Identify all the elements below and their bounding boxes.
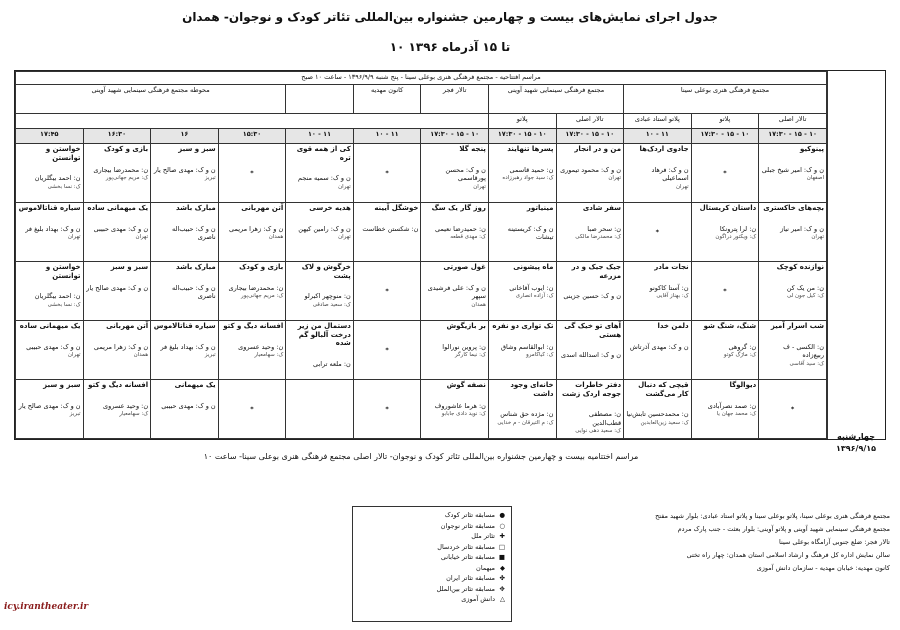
- playwright: ن و ک: بهداد بلیغ فر: [160, 342, 216, 351]
- performance-cell: [286, 144, 354, 203]
- play-title: دیوالوگا: [729, 381, 757, 389]
- empty-slot: *: [353, 321, 421, 380]
- legend-item: [359, 594, 505, 605]
- performance-cell: [83, 144, 151, 203]
- director: تبریز: [204, 175, 216, 181]
- performance-cell: [83, 203, 151, 262]
- performance-cell: [624, 380, 692, 439]
- play-title: نصفه گوش: [446, 381, 486, 389]
- performance-cell: [218, 321, 286, 380]
- play-title: جیک جیک و در مزرعه: [571, 263, 622, 280]
- empty-slot: *: [218, 144, 286, 203]
- performance-cell: [556, 262, 624, 321]
- play-title: سبز و سبز: [43, 381, 81, 389]
- playwright: ن: احمد بیگلریان: [34, 292, 81, 300]
- empty-slot: *: [691, 262, 759, 321]
- performance-cell: [759, 262, 827, 321]
- time-slot: ۱۱ - ۱۰: [286, 129, 354, 144]
- playwright: ن و ک: اسدالله اسدی: [561, 351, 622, 359]
- director: تبریز: [69, 411, 81, 417]
- play-title: تک تواری دو نفره: [492, 322, 554, 330]
- subvenue-blank: [16, 114, 489, 129]
- play-title: نوازنده کوچک: [776, 263, 824, 271]
- legend-symbol: ●: [499, 511, 505, 519]
- day-column: [827, 71, 888, 439]
- playwright: ن و ک: محسن پورقاسمی: [445, 165, 486, 182]
- director: ک: سعید زین‌العابدین: [640, 419, 689, 426]
- legend: [352, 506, 512, 622]
- director: ک: محمدرضا مالکی: [575, 234, 622, 240]
- director: ک: م التیرقان - م خدایی: [497, 419, 554, 426]
- venue-address: تالار فجر: ضلع جنوبی آرامگاه بوعلی سینا: [779, 538, 890, 546]
- playwright: ن و ک: زهرا مریمی: [229, 224, 284, 233]
- playwright: ن: شکستن خطاست: [362, 224, 419, 233]
- opening-row: [16, 72, 827, 85]
- legend-item: [359, 584, 505, 595]
- performance-cell: [759, 203, 827, 262]
- play-title: خوشگل آیینه: [374, 204, 419, 212]
- legend-label: مسابقه تئاتر خردسال: [437, 542, 495, 551]
- playwright: ن: مژده حق شناس: [500, 410, 554, 418]
- playwright: ن: من یک کن: [786, 283, 824, 292]
- playwright: ن و ک: حسین جزینی: [563, 292, 622, 300]
- director: تهران: [608, 175, 622, 181]
- playwright: ن: احمد بیگلریان: [34, 174, 81, 182]
- venue-header: [286, 85, 354, 114]
- performance-cell: [691, 380, 759, 439]
- director: ک: سید آقاسی: [789, 360, 824, 367]
- playwright: ن و ک: امیر شیخ جبلی: [761, 165, 824, 174]
- playwright: ن: الکسی - ف ربیع‌زاده: [783, 342, 824, 359]
- performance-cell: [759, 321, 827, 380]
- playwright: ن: گروهی: [728, 342, 757, 351]
- director: ک: سید جواد رهبرزاده: [502, 175, 554, 181]
- director: همدان: [268, 234, 284, 240]
- playwright: ن: پروین نورالوا: [442, 342, 486, 351]
- legend-label: مسابقه تئاتر خیابانی: [440, 553, 495, 561]
- play-title: افسانه دیگ و کتو: [88, 381, 149, 389]
- legend-symbol: △: [500, 595, 505, 603]
- performance-cell: [16, 144, 84, 203]
- legend-label: دانش آموزی: [461, 595, 495, 603]
- schedule-dates: ۱۰ تا ۱۵ آذرماه ۱۳۹۶: [389, 40, 511, 54]
- performance-cell: [151, 262, 219, 321]
- venue-address: مجتمع فرهنگی سینمایی شهید آوینی و پلاتو آوینی: بلوار بعثت - جنب پارک مردم: [677, 525, 890, 533]
- subvenue-header: تالار اصلی: [759, 114, 827, 129]
- play-title: خانه‌ای وجود داشت: [510, 381, 554, 398]
- performance-cell: [624, 262, 692, 321]
- playwright: ن: منوچهر اکبرلو: [304, 292, 351, 300]
- schedule-row: [16, 380, 827, 439]
- performance-cell: [16, 203, 84, 262]
- play-title: سبز و سبز: [178, 145, 216, 153]
- play-title: بر بازیگوش: [446, 322, 486, 330]
- time-slot: ۱۰ - ۱۵ - ۱۷:۳۰: [488, 129, 556, 144]
- venue-header: کانون مهدیه: [353, 85, 421, 114]
- performance-cell: [286, 321, 354, 380]
- subvenue-header: پلاتو: [488, 114, 556, 129]
- play-title: خواستن و توانستن: [45, 145, 81, 162]
- playwright: ن و ک: مهدی حبیبی: [26, 342, 81, 351]
- performance-cell: [488, 203, 556, 262]
- play-title: بازی و کودک: [103, 145, 149, 153]
- director: تهران: [67, 234, 81, 240]
- playwright: ن و ک: علی فرشیدی سپهر: [427, 283, 486, 300]
- day-weekday: چهارشنبه: [837, 432, 875, 441]
- playwright: ن: ایوب آقاخانی: [509, 283, 554, 292]
- time-slot: ۱۰ - ۱۵ - ۱۷:۳۰: [421, 129, 489, 144]
- empty-slot: *: [218, 380, 286, 439]
- empty-slot: *: [353, 380, 421, 439]
- director: ک: سهامعیار: [119, 411, 149, 417]
- schedule-row: [16, 144, 827, 203]
- legend-label: مسابقه تئاتر بین‌الملل: [436, 584, 495, 593]
- performance-cell: [691, 203, 759, 262]
- playwright: ن و ک: زهرا مریمی: [93, 342, 149, 351]
- venue-address: مجتمع فرهنگی هنری بوعلی سینا، پلاتو بوعلی سینا و پلاتو استاد عبادی: بلوار شهید مفتح: [655, 512, 890, 520]
- performance-cell: [421, 321, 489, 380]
- playwright: ن: حمید قاسمی: [509, 165, 554, 174]
- playwright: ن: وحید عسروی: [238, 342, 284, 351]
- legend-item: [359, 521, 505, 532]
- legend-symbol: ○: [499, 521, 505, 530]
- play-title: سیاره قناتالاموس: [18, 204, 81, 212]
- director: تهران: [811, 234, 824, 240]
- performance-cell: [151, 321, 219, 380]
- performance-cell: [421, 203, 489, 262]
- director: همدان: [133, 352, 149, 358]
- director: ک: ماژگ کوتو: [723, 352, 757, 358]
- legend-symbol: □: [498, 542, 505, 551]
- playwright: ن: محمدحسین تابش‌نیا: [626, 410, 689, 418]
- play-title: هدیه خرسی: [309, 204, 351, 212]
- director: ک: سعید صادقی: [312, 301, 351, 308]
- play-title: دفتر خاطرات جوجه اردک زشت: [561, 381, 622, 398]
- empty-slot: *: [353, 262, 421, 321]
- play-title: شنگ، شنگ شو: [703, 322, 757, 330]
- play-title: آهای تو خیک گی هستی: [564, 322, 622, 339]
- time-slot: ۱۱ - ۱۰: [353, 129, 421, 144]
- time-slot: ۱۱ - ۱۰: [624, 129, 692, 144]
- performance-cell: [16, 262, 84, 321]
- director: تبریز: [204, 352, 216, 358]
- play-title: سیاره قناتالاموس: [153, 322, 216, 330]
- playwright: ن و ک: مهدی صالح یار: [153, 165, 216, 174]
- director: اصفهان: [806, 175, 824, 181]
- playwright: ن و ک: حبیب‌اله ناصری: [171, 224, 216, 241]
- performance-cell: [151, 380, 219, 439]
- play-title: من و در انجار: [574, 145, 622, 153]
- time-slot: ۱۶: [151, 129, 219, 144]
- legend-label: مسابقه تئاتر ایران: [446, 574, 495, 582]
- performance-cell: [353, 203, 421, 262]
- playwright: ن و ک: محمود تیموری: [560, 165, 622, 174]
- performance-cell: [556, 380, 624, 439]
- director: ک: بهناز آقایی: [656, 293, 689, 299]
- schedule-row: [16, 203, 827, 262]
- play-title: نجات مادر: [654, 263, 689, 271]
- director: ک: نوید دادی جابابو: [441, 411, 486, 417]
- director: تهران: [675, 183, 689, 190]
- play-title: بچه‌های خاکستری: [763, 204, 824, 212]
- subvenue-header: پلاتو استاد عبادی: [624, 114, 692, 129]
- performance-cell: [83, 380, 151, 439]
- empty-slot: *: [691, 144, 759, 203]
- playwright: ن و ک: سمیه منجم: [298, 174, 351, 182]
- director: ک: سهامعیار: [254, 352, 284, 358]
- play-title: دلمن خدا: [657, 322, 689, 330]
- play-title: یک میهمانی ساده: [87, 204, 149, 212]
- legend-label: مسابقه تئاتر کودک: [444, 511, 495, 519]
- venue-header: محوطه مجتمع فرهنگی سینمایی شهید آوینی: [16, 85, 286, 114]
- play-title: خرگوش و لاک پشت: [301, 263, 351, 280]
- playwright: ن و ک: امیر نیاز: [780, 224, 824, 233]
- legend-symbol: ✚: [499, 532, 505, 540]
- performance-cell: [151, 203, 219, 262]
- director: ک: مریم جهانی‌پور: [105, 175, 149, 181]
- director: همدان: [471, 301, 486, 308]
- playwright: ن و ک: فرهاد اسماعیلی: [651, 165, 689, 182]
- performance-cell: [556, 321, 624, 380]
- playwright: ن و ک: مهدی حبیبی: [161, 401, 216, 410]
- director: تهران: [135, 234, 149, 240]
- play-title: غول صورتی: [443, 263, 486, 271]
- schedule-grid: [15, 71, 827, 439]
- times-row: [16, 129, 827, 144]
- playwright: ن: مصطفی قطب‌الدین: [588, 410, 622, 427]
- director: ک: آزاده انصاری: [515, 293, 554, 299]
- performance-cell: [488, 380, 556, 439]
- play-title: یک میهمانی ساده: [19, 322, 81, 330]
- empty-slot: *: [353, 144, 421, 203]
- director: تهران: [473, 183, 486, 190]
- time-slot: ۱۰ - ۱۵ - ۱۷:۳۰: [691, 129, 759, 144]
- time-slot: ۱۰ - ۱۵ - ۱۷:۳۰: [556, 129, 624, 144]
- performance-cell: [488, 144, 556, 203]
- director: ک: محمد جهان یا: [716, 411, 757, 417]
- director: ک: نسا بخشی: [47, 301, 81, 308]
- performance-cell: [556, 144, 624, 203]
- performance-cell: [759, 144, 827, 203]
- director: ک: سعید دهی نوایی: [575, 428, 622, 434]
- playwright: ن: صمد نصرآبادی: [707, 401, 757, 410]
- playwright: ن و ک: مهدی صالح یار: [18, 401, 81, 410]
- playwright: ن و ک: مهدی حبیبی: [93, 224, 149, 233]
- playwright: ن و ک: حبیب‌اله ناصری: [171, 283, 216, 300]
- director: تهران: [338, 183, 351, 190]
- play-title: بازی و کودک: [239, 263, 284, 271]
- venue-address: کانون مهدیه: خیابان مهدیه - سازمان دانش آموزی: [756, 564, 890, 572]
- director: تهران: [338, 234, 351, 240]
- playwright: ن: لرا پترونکا: [719, 224, 757, 233]
- performance-cell: [218, 203, 286, 262]
- performance-cell: [151, 144, 219, 203]
- performance-cell: [488, 262, 556, 321]
- director: ک: کیاکامرو: [526, 352, 554, 358]
- director: تهران: [67, 352, 81, 358]
- empty-slot: *: [624, 203, 692, 262]
- empty-slot: *: [759, 380, 827, 439]
- venue-addresses: [560, 510, 890, 575]
- director: ک: ویکتور دراگون: [715, 234, 757, 240]
- subvenue-header: تالار اصلی: [556, 114, 624, 129]
- legend-item: [359, 563, 505, 574]
- performance-cell: [421, 144, 489, 203]
- play-title: افسانه دیگ و کتو: [223, 322, 284, 330]
- play-title: مینیاتور: [526, 204, 554, 212]
- venue-header: مجتمع فرهنگی هنری بوعلی سینا: [624, 85, 827, 114]
- play-title: ماه پیشونی: [513, 263, 554, 271]
- performance-cell: [16, 380, 84, 439]
- playwright: ن: آستا کاکونو: [649, 283, 689, 292]
- playwright: ن و ک: کریستینه تیشات: [507, 224, 554, 241]
- subvenue-row: [16, 114, 827, 129]
- venue-row: [16, 85, 827, 114]
- venue-header: تالار فجر: [421, 85, 489, 114]
- performance-cell: [286, 380, 354, 439]
- venue-address: سالن نمایش اداره کل فرهنگ و ارشاد اسلامی استان همدان: چهار راه تختی: [686, 551, 890, 559]
- schedule-table: [14, 70, 886, 461]
- legend-item: [359, 542, 505, 553]
- play-title: یک میهمانی: [174, 381, 216, 389]
- play-title: کی از همه قوی تره: [296, 145, 351, 162]
- performance-cell: [421, 262, 489, 321]
- legend-symbol: ✤: [499, 574, 505, 582]
- playwright: ن: سحر صبا: [587, 224, 622, 233]
- playwright: ن: محمدرضا بیجاری: [93, 165, 149, 174]
- schedule-row: [16, 321, 827, 380]
- performance-cell: [421, 380, 489, 439]
- play-title: آتن مهربانی: [106, 322, 149, 330]
- performance-cell: [286, 203, 354, 262]
- venue-header: مجتمع فرهنگی سینمایی شهید آوینی: [488, 85, 623, 114]
- play-title: داستان کریستال: [699, 204, 757, 212]
- time-slot: ۱۷:۴۵: [16, 129, 84, 144]
- performance-cell: [83, 321, 151, 380]
- play-title: شب اسرار آمیز: [770, 322, 824, 330]
- legend-item: [359, 573, 505, 584]
- play-title: پینوکیو: [799, 145, 824, 153]
- director: ک: مهدی قطعه: [450, 234, 486, 240]
- play-title: روز گار یک سگ: [431, 204, 486, 212]
- performance-cell: [691, 321, 759, 380]
- legend-item: [359, 510, 505, 521]
- performance-cell: [488, 321, 556, 380]
- director: ک: کیل جون لی: [786, 293, 824, 299]
- playwright: ن: وحید عسروی: [103, 401, 149, 410]
- performance-cell: [286, 262, 354, 321]
- day-label: [827, 431, 885, 489]
- play-title: پسرها تنهایند: [507, 145, 554, 153]
- legend-symbol: ◆: [500, 563, 505, 572]
- legend-symbol: ✥: [499, 584, 505, 593]
- playwright: ن: حمیدرضا نعیمی: [434, 224, 486, 233]
- time-slot: ۱۵:۳۰: [218, 129, 286, 144]
- time-slot: ۱۶:۳۰: [83, 129, 151, 144]
- schedule-title: جدول اجرای نمایش‌های بیست و چهارمین جشنواره بین‌المللی تئاتر کودک و نوجوان- همدان: [182, 10, 718, 24]
- playwright: ن: ابوالقاسم وشاق: [500, 342, 554, 351]
- time-slot: ۱۰ - ۱۵ - ۱۷:۳۰: [759, 129, 827, 144]
- play-title: مبارک باشد: [176, 204, 216, 212]
- performance-cell: [218, 262, 286, 321]
- playwright: ن و ک: رامین کیهن: [298, 224, 351, 233]
- playwright: ن: هرما عاشوروف: [434, 401, 486, 410]
- playwright: ن: ملعه ترابی: [313, 359, 351, 368]
- play-title: جادوی اردک‌ها: [639, 145, 689, 153]
- legend-item: [359, 531, 505, 542]
- play-title: خواستن و توانستن: [45, 263, 81, 280]
- director: ک: نسا بخشی: [47, 183, 81, 190]
- play-title: سبز و سبز: [110, 263, 149, 271]
- play-title: مبارک باشد: [176, 263, 216, 271]
- play-title: قیچی که دنبال کار می‌گشت: [638, 381, 689, 398]
- schedule-row: [16, 262, 827, 321]
- playwright: ن و ک: مهدی آذرتاش: [629, 342, 689, 351]
- playwright: ن و ک: مهدی صالح یار: [86, 283, 149, 292]
- performance-cell: [16, 321, 84, 380]
- opening-ceremony: مراسم افتتاحیه - مجتمع فرهنگی هنری بوعلی سینا - پنج شنبه ۱۳۹۶/۹/۹ - ساعت ۱۰ صبح: [16, 72, 827, 85]
- legend-label: میهمان: [476, 563, 495, 572]
- performance-cell: [556, 203, 624, 262]
- legend-label: تئاتر ملل: [471, 532, 495, 540]
- closing-ceremony: مراسم اختتامیه بیست و چهارمین جشنواره بین‌المللی تئاتر کودک و نوجوان- تالار اصلی مجتمع فرهنگی هنری بوعلی سینا- ساعت ۱۰: [203, 452, 639, 461]
- play-title: آتن مهربانی: [241, 204, 284, 212]
- day-date: ۱۳۹۶/۹/۱۵: [835, 444, 877, 453]
- playwright: ن و ک: بهداد بلیغ فر: [25, 224, 81, 233]
- playwright: ن: محمدرضا بیجاری: [228, 283, 284, 292]
- site-logo[interactable]: icy.irantheater.ir: [4, 602, 89, 612]
- legend-symbol: ■: [498, 553, 505, 561]
- director: ک: نیما کارگر: [455, 352, 486, 358]
- performance-cell: [624, 321, 692, 380]
- performance-cell: [83, 262, 151, 321]
- legend-item: [359, 552, 505, 563]
- play-title: سفر شادی: [582, 204, 622, 212]
- subvenue-header: پلاتو: [691, 114, 759, 129]
- legend-label: مسابقه تئاتر نوجوان: [440, 521, 495, 530]
- play-title: دستمال من زیر درخت آلبالو گم شده: [297, 322, 351, 347]
- director: ک: مریم جهانی‌پور: [241, 293, 284, 299]
- performance-cell: [624, 144, 692, 203]
- play-title: پنجه گلا: [459, 145, 486, 153]
